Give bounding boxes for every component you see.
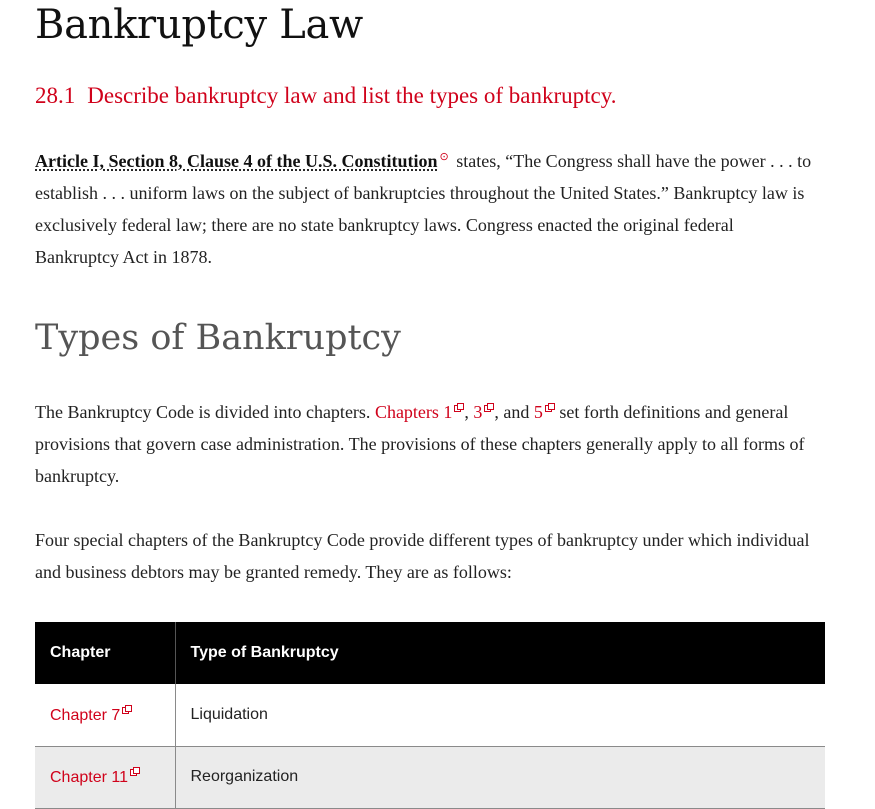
chapter-cell bbox=[35, 746, 175, 808]
chapters-lead: The Bankruptcy Code is divided into chapters. bbox=[35, 402, 375, 422]
column-header-type: Type of Bankruptcy bbox=[175, 622, 825, 684]
external-link-icon[interactable] bbox=[454, 403, 464, 413]
table-row bbox=[35, 746, 825, 808]
section-title: Types of Bankruptcy bbox=[35, 318, 401, 358]
intro-text: states, “The Congress shall have the power . . . to establish . . . uniform laws on the subject of bankruptcies throughout the United States.” Bankruptcy law is exclusively federal law; there are no state bankruptcy laws. Congress enacted the original federal Bankruptcy Act in 1878. bbox=[35, 151, 812, 267]
column-header-chapter: Chapter bbox=[35, 622, 175, 684]
table-row bbox=[35, 684, 825, 746]
chapter-3-link[interactable]: 3 bbox=[473, 402, 483, 422]
separator: , bbox=[464, 402, 474, 422]
constitution-link[interactable]: Article I, Section 8, Clause 4 of the U.S. Constitution bbox=[35, 151, 438, 171]
learning-objective bbox=[35, 83, 617, 109]
chapter-11-link[interactable]: Chapter 11 bbox=[50, 769, 128, 786]
external-link-icon[interactable] bbox=[484, 403, 494, 413]
separator: , and bbox=[494, 402, 534, 422]
table-header-row bbox=[35, 622, 825, 684]
type-cell: Reorganization bbox=[175, 746, 825, 808]
type-cell: Liquidation bbox=[175, 684, 825, 746]
chapter-1-link[interactable]: Chapters 1 bbox=[374, 402, 453, 422]
page-title: Bankruptcy Law bbox=[35, 2, 363, 48]
pdf-icon[interactable]: ⊙ bbox=[439, 151, 449, 163]
chapter-cell bbox=[35, 684, 175, 746]
intro-paragraph bbox=[35, 145, 815, 273]
chapter-5-link[interactable]: 5 bbox=[533, 402, 543, 422]
chapters-paragraph bbox=[35, 396, 815, 492]
objective-number: 28.1 bbox=[35, 83, 76, 108]
external-link-icon[interactable] bbox=[545, 403, 555, 413]
bankruptcy-types-table bbox=[35, 622, 825, 809]
chapter-7-link[interactable]: Chapter 7 bbox=[50, 706, 121, 724]
external-link-icon[interactable] bbox=[122, 705, 132, 715]
special-chapters-paragraph: Four special chapters of the Bankruptcy Code provide different types of bankruptcy under which individual and business debtors may be granted remedy. They are as follows: bbox=[35, 530, 810, 582]
objective-text: Describe bankruptcy law and list the types of bankruptcy. bbox=[87, 83, 617, 108]
chapters-rest: set forth definitions and general provisions that govern case administration. The provisions of these chapters generally apply to all forms of bankruptcy. bbox=[35, 402, 805, 486]
external-link-icon[interactable] bbox=[130, 767, 140, 777]
